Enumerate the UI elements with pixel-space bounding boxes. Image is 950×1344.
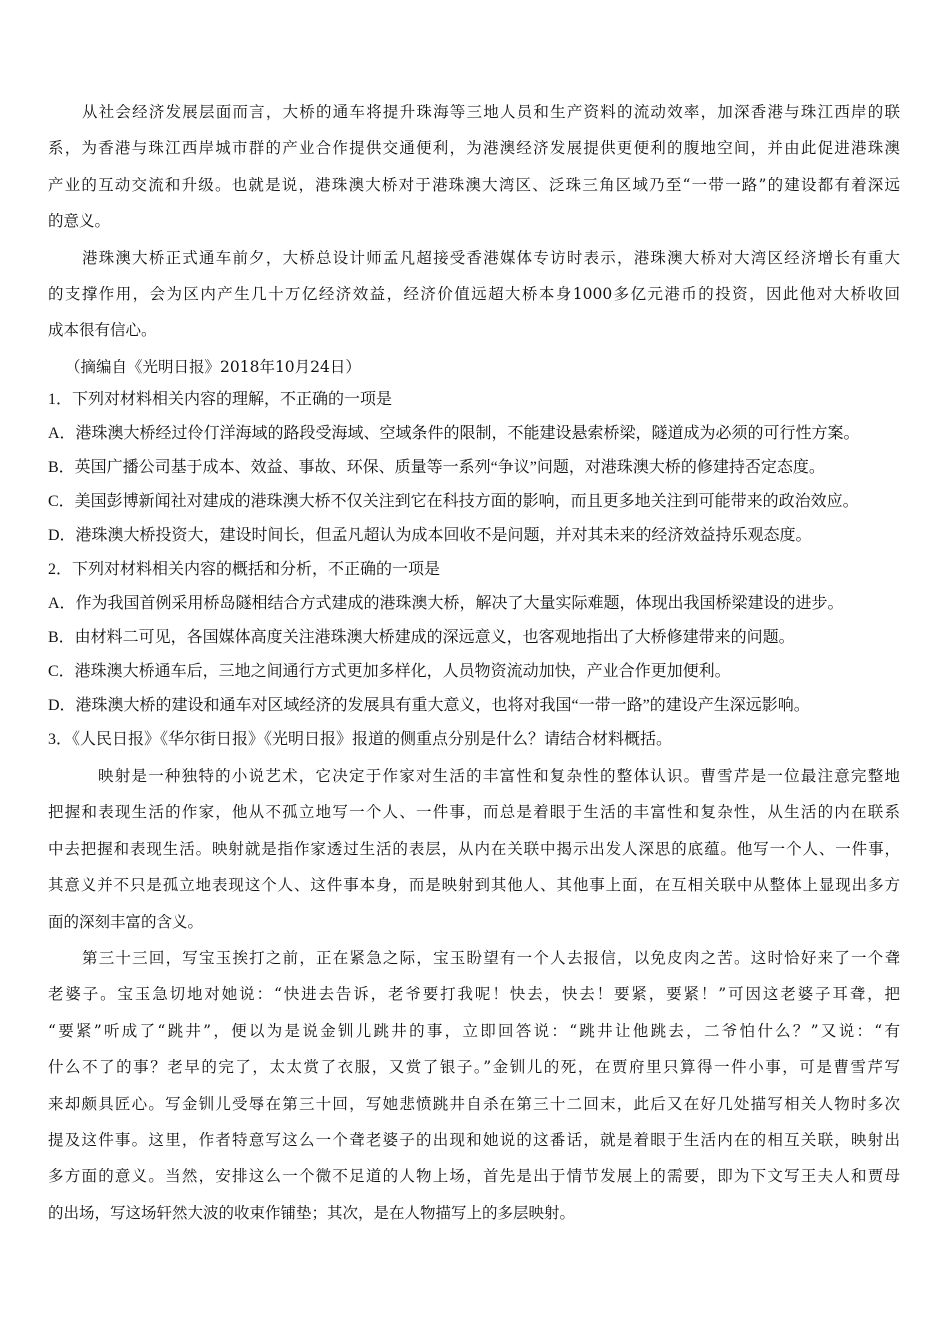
passage2-line: 老婆子。宝玉急切地对她说：“快进去告诉，老爷要打我呢！快去，快去！要紧，要紧！”可因这老婆子耳聋，把 [48,985,900,1004]
passage1-line: 系，为香港与珠江西岸城市群的产业合作提供交通便利，为港澳经济发展提供更便利的腹地空间，并由此促进港珠澳 [48,139,900,158]
passage2-line: 面的深刻丰富的含义。 [48,912,204,931]
answer-option: D．港珠澳大桥的建设和通车对区域经济的发展具有重大意义，也将对我国“一带一路”的建设产生深远影响。 [48,697,810,714]
passage1-line: 的支撑作用，会为区内产生几十万亿经济效益，经济价值远超大桥本身1000多亿元港币的投资，因此他对大桥收回 [48,285,900,303]
passage2-line: 第三十三回，写宝玉挨打之前，正在紧急之际，宝玉盼望有一个人去报信，以免皮肉之苦。这时恰好来了一个聋 [82,949,900,967]
answer-option: C．美国彭博新闻社对建成的港珠澳大桥不仅关注到它在科技方面的影响，而且更多地关注到可能带来的政治效应。 [48,493,859,510]
passage2-line: “要紧”听成了“跳井”，便以为是说金钏儿跳井的事，立即回答说：“跳井让他跳去，二爷怕什么？”又说：“有 [48,1021,900,1040]
passage2-line: 提及这件事。这里，作者特意写这么一个聋老婆子的出现和她说的这番话，就是着眼于生活内在的相互关联，映射出 [48,1131,900,1149]
passage2-line: 映射是一种独特的小说艺术，它决定于作家对生活的丰富性和复杂性的整体认识。曹雪芹是一位最注意完整地 [98,767,900,785]
answer-option: A．作为我国首例采用桥岛隧相结合方式建成的港珠澳大桥，解决了大量实际难题，体现出我国桥梁建设的进步。 [48,595,844,612]
passage1-line: 港珠澳大桥正式通车前夕，大桥总设计师孟凡超接受香港媒体专访时表示，港珠澳大桥对大湾区经济增长有重大 [82,248,900,267]
passage2-line: 把握和表现生活的作家，他从不孤立地写一个人、一件事，而总是着眼于生活的丰富性和复杂性，从生活的内在联系 [48,803,900,822]
passage2-line: 来却颇具匠心。写金钏儿受辱在第三十回，写她悲愤跳井自杀在第三十二回末，此后又在好几处描写相关人物时多次 [48,1094,900,1113]
answer-option: B．英国广播公司基于成本、效益、事故、环保、质量等一系列“争议”问题，对港珠澳大桥的修建持否定态度。 [48,459,825,476]
passage2-line: 多方面的意义。当然，安排这么一个微不足道的人物上场，首先是出于情节发展上的需要，即为下文写王夫人和贾母 [48,1167,900,1186]
passage1-line: 从社会经济发展层面而言，大桥的通车将提升珠海等三地人员和生产资料的流动效率，加深香港与珠江西岸的联 [82,103,900,121]
passage2-line: 的出场，写这场轩然大波的收束作铺垫；其次，是在人物描写上的多层映射。 [48,1203,576,1222]
passage1-line: 产业的互动交流和升级。也就是说，港珠澳大桥对于港珠澳大湾区、泛珠三角区域乃至“一带一路”的建设都有着深远 [48,175,900,194]
answer-option: B．由材料二可见，各国媒体高度关注港珠澳大桥建成的深远意义，也客观地指出了大桥修建带来的问题。 [48,629,795,646]
source-citation: （摘编自《光明日报》2018年10月24日） [65,357,361,376]
answer-option: D．港珠澳大桥投资大，建设时间长，但孟凡超认为成本回收不是问题，并对其未来的经济效益持乐观态度。 [48,527,812,544]
passage2-line: 什么不了的事？老早的完了，太太赏了衣服，又赏了银子。”金钏儿的死，在贾府里只算得一件小事，可是曹雪芹写 [48,1058,900,1077]
answer-option: C．港珠澳大桥通车后，三地之间通行方式更加多样化，人员物资流动加快，产业合作更加便利。 [48,663,731,680]
question-stem: 2．下列对材料相关内容的概括和分析，不正确的一项是 [48,561,441,578]
answer-option: A．港珠澳大桥经过伶仃洋海域的路段受海域、空域条件的限制，不能建设悬索桥梁，隧道成为必须的可行性方案。 [48,425,860,442]
question-stem: 3．《人民日报》《华尔街日报》《光明日报》报道的侧重点分别是什么？请结合材料概括。 [48,731,673,748]
passage1-line: 的意义。 [48,212,111,231]
passage2-line: 中去把握和表现生活。映射就是指作家透过生活的表层，从内在关联中揭示出发人深思的底蕴。他写一个人、一件事， [48,839,900,858]
question-stem: 1．下列对材料相关内容的理解，不正确的一项是 [48,391,393,408]
passage2-line: 其意义并不只是孤立地表现这个人、这件事本身，而是映射到其他人、其他事上面，在互相关联中从整体上显现出多方 [48,876,900,895]
passage1-line: 成本很有信心。 [48,321,157,340]
